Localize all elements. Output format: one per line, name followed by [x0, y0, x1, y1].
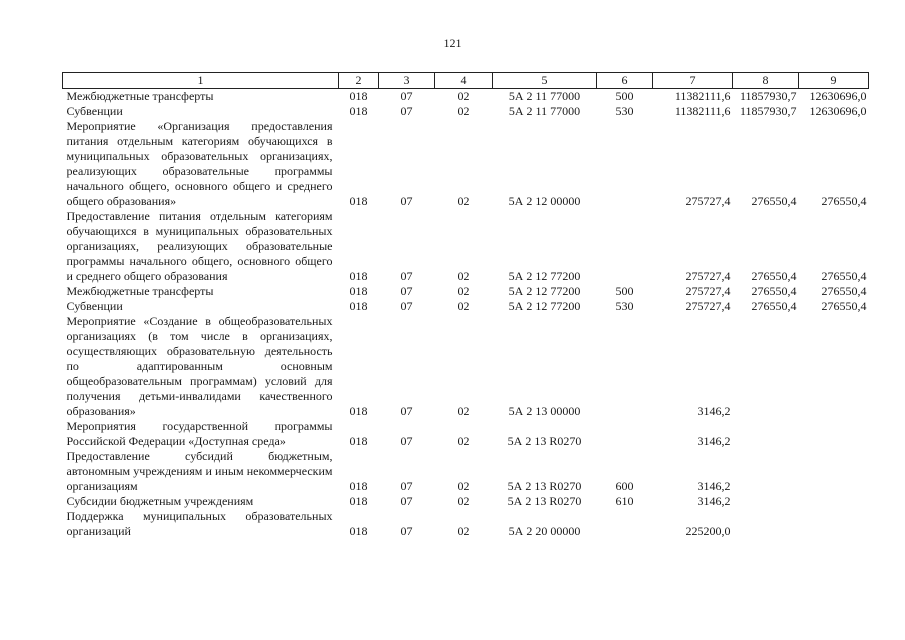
code-subsection: 02 — [457, 524, 470, 538]
amount-col-7: 275727,4 — [685, 194, 731, 208]
code-subsection: 02 — [457, 284, 470, 298]
amount-col-9: 12630696,0 — [809, 89, 867, 103]
column-header: 5 — [493, 73, 597, 89]
column-header: 6 — [597, 73, 653, 89]
amount-col-8: 11857930,7 — [739, 89, 797, 103]
amount-col-7: 275727,4 — [685, 269, 731, 283]
page-number: 121 — [443, 36, 462, 50]
code-target-article: 5А 2 12 77200 — [508, 269, 581, 283]
code-target-article: 5А 2 12 00000 — [508, 194, 581, 208]
code-subsection: 02 — [457, 434, 470, 448]
code-ministry: 018 — [349, 404, 368, 418]
table-row — [63, 209, 869, 284]
code-target-article: 5А 2 12 77200 — [508, 284, 581, 298]
amount-col-8: 276550,4 — [751, 194, 797, 208]
code-expense-type — [597, 209, 653, 284]
code-expense-type: 610 — [615, 494, 634, 508]
amount-col-9 — [799, 509, 869, 539]
amount-col-8 — [733, 449, 799, 494]
amount-col-7: 3146,2 — [697, 434, 731, 448]
table-row — [63, 419, 869, 449]
code-expense-type: 600 — [615, 479, 634, 493]
column-header: 3 — [379, 73, 435, 89]
amount-col-9 — [799, 449, 869, 494]
code-subsection: 02 — [457, 299, 470, 313]
code-ministry: 018 — [349, 284, 368, 298]
amount-col-7: 275727,4 — [685, 284, 731, 298]
amount-col-7: 11382111,6 — [674, 89, 731, 103]
code-ministry: 018 — [349, 299, 368, 313]
code-expense-type — [597, 509, 653, 539]
code-section: 07 — [400, 284, 413, 298]
code-section: 07 — [400, 269, 413, 283]
table-row — [63, 449, 869, 494]
code-subsection: 02 — [457, 89, 470, 103]
row-name: Субсидии бюджетным учреждениям — [66, 494, 254, 508]
column-header: 8 — [733, 73, 799, 89]
row-name: Мероприятие «Организация предоставления питания отдельным категориям обучающихся в муниципальных образовательных организациях, реализующих образовательные программы начального общего, основного общего и среднего общего образования» — [66, 119, 333, 208]
amount-col-7: 3146,2 — [697, 404, 731, 418]
row-name: Межбюджетные трансферты — [66, 284, 214, 298]
code-section: 07 — [400, 434, 413, 448]
code-target-article: 5А 2 13 R0270 — [507, 479, 582, 493]
table-row — [63, 89, 869, 105]
row-name: Предоставление питания отдельным категориям обучающихся в муниципальных образовательных организациях, реализующих образовательные программы начального общего, основного общего и среднего общего образования — [66, 209, 333, 283]
row-name: Субвенции — [66, 104, 123, 118]
amount-col-9: 276550,4 — [821, 284, 867, 298]
amount-col-8 — [733, 509, 799, 539]
code-ministry: 018 — [349, 524, 368, 538]
code-section: 07 — [400, 194, 413, 208]
amount-col-9 — [799, 314, 869, 419]
code-section: 07 — [400, 494, 413, 508]
code-target-article: 5А 2 13 00000 — [508, 404, 581, 418]
amount-col-7: 3146,2 — [697, 494, 731, 508]
code-ministry: 018 — [349, 194, 368, 208]
table-row — [63, 494, 869, 509]
table-row — [63, 299, 869, 314]
amount-col-9: 276550,4 — [821, 269, 867, 283]
code-ministry: 018 — [349, 89, 368, 103]
amount-col-9: 276550,4 — [821, 194, 867, 208]
row-name: Предоставление субсидий бюджетным, автономным учреждениям и иным некоммерческим организациям — [66, 449, 333, 493]
amount-col-8 — [733, 419, 799, 449]
amount-col-9: 276550,4 — [821, 299, 867, 313]
code-expense-type: 530 — [615, 104, 634, 118]
table-row — [63, 509, 869, 539]
column-header: 7 — [653, 73, 733, 89]
amount-col-9 — [799, 494, 869, 509]
row-name: Поддержка муниципальных образовательных организаций — [66, 509, 333, 538]
amount-col-8: 276550,4 — [751, 284, 797, 298]
code-ministry: 018 — [349, 269, 368, 283]
budget-table — [62, 72, 869, 539]
code-subsection: 02 — [457, 269, 470, 283]
code-target-article: 5А 2 12 77200 — [508, 299, 581, 313]
table-row — [63, 284, 869, 299]
code-expense-type: 500 — [615, 284, 634, 298]
code-section: 07 — [400, 404, 413, 418]
code-subsection: 02 — [457, 479, 470, 493]
amount-col-7: 225200,0 — [685, 524, 731, 538]
code-section: 07 — [400, 479, 413, 493]
amount-col-8 — [733, 314, 799, 419]
code-subsection: 02 — [457, 494, 470, 508]
amount-col-8: 276550,4 — [751, 269, 797, 283]
amount-col-7: 3146,2 — [697, 479, 731, 493]
code-ministry: 018 — [349, 434, 368, 448]
column-header: 2 — [339, 73, 379, 89]
code-ministry: 018 — [349, 479, 368, 493]
code-expense-type: 530 — [615, 299, 634, 313]
amount-col-8: 276550,4 — [751, 299, 797, 313]
code-ministry: 018 — [349, 494, 368, 508]
code-expense-type — [597, 419, 653, 449]
code-expense-type — [597, 119, 653, 209]
column-header: 1 — [63, 73, 339, 89]
code-target-article: 5А 2 13 R0270 — [507, 494, 582, 508]
row-name: Мероприятия государственной программы Российской Федерации «Доступная среда» — [66, 419, 333, 448]
column-header: 9 — [799, 73, 869, 89]
code-section: 07 — [400, 299, 413, 313]
row-name: Мероприятие «Создание в общеобразовательных организациях (в том числе в организациях, осуществляющих образовательную деятельность по адаптированным основным общеобразовательным программам) условий для получения детьми-инвалидами качественного образования» — [66, 314, 333, 418]
table-body — [63, 89, 869, 540]
code-subsection: 02 — [457, 404, 470, 418]
code-ministry: 018 — [349, 104, 368, 118]
code-expense-type — [597, 314, 653, 419]
code-target-article: 5А 2 11 77000 — [508, 89, 581, 103]
code-target-article: 5А 2 13 R0270 — [507, 434, 582, 448]
table-row — [63, 119, 869, 209]
amount-col-8: 11857930,7 — [739, 104, 797, 118]
code-section: 07 — [400, 524, 413, 538]
code-target-article: 5А 2 11 77000 — [508, 104, 581, 118]
column-header: 4 — [435, 73, 493, 89]
code-subsection: 02 — [457, 104, 470, 118]
table-row — [63, 314, 869, 419]
amount-col-9 — [799, 419, 869, 449]
code-subsection: 02 — [457, 194, 470, 208]
code-section: 07 — [400, 104, 413, 118]
amount-col-7: 11382111,6 — [674, 104, 731, 118]
code-target-article: 5А 2 20 00000 — [508, 524, 581, 538]
code-section: 07 — [400, 89, 413, 103]
amount-col-9: 12630696,0 — [809, 104, 867, 118]
row-name: Субвенции — [66, 299, 123, 313]
column-number-header-row — [63, 73, 869, 89]
table-row — [63, 104, 869, 119]
row-name: Межбюджетные трансферты — [66, 89, 214, 103]
amount-col-7: 275727,4 — [685, 299, 731, 313]
amount-col-8 — [733, 494, 799, 509]
code-expense-type: 500 — [615, 89, 634, 103]
